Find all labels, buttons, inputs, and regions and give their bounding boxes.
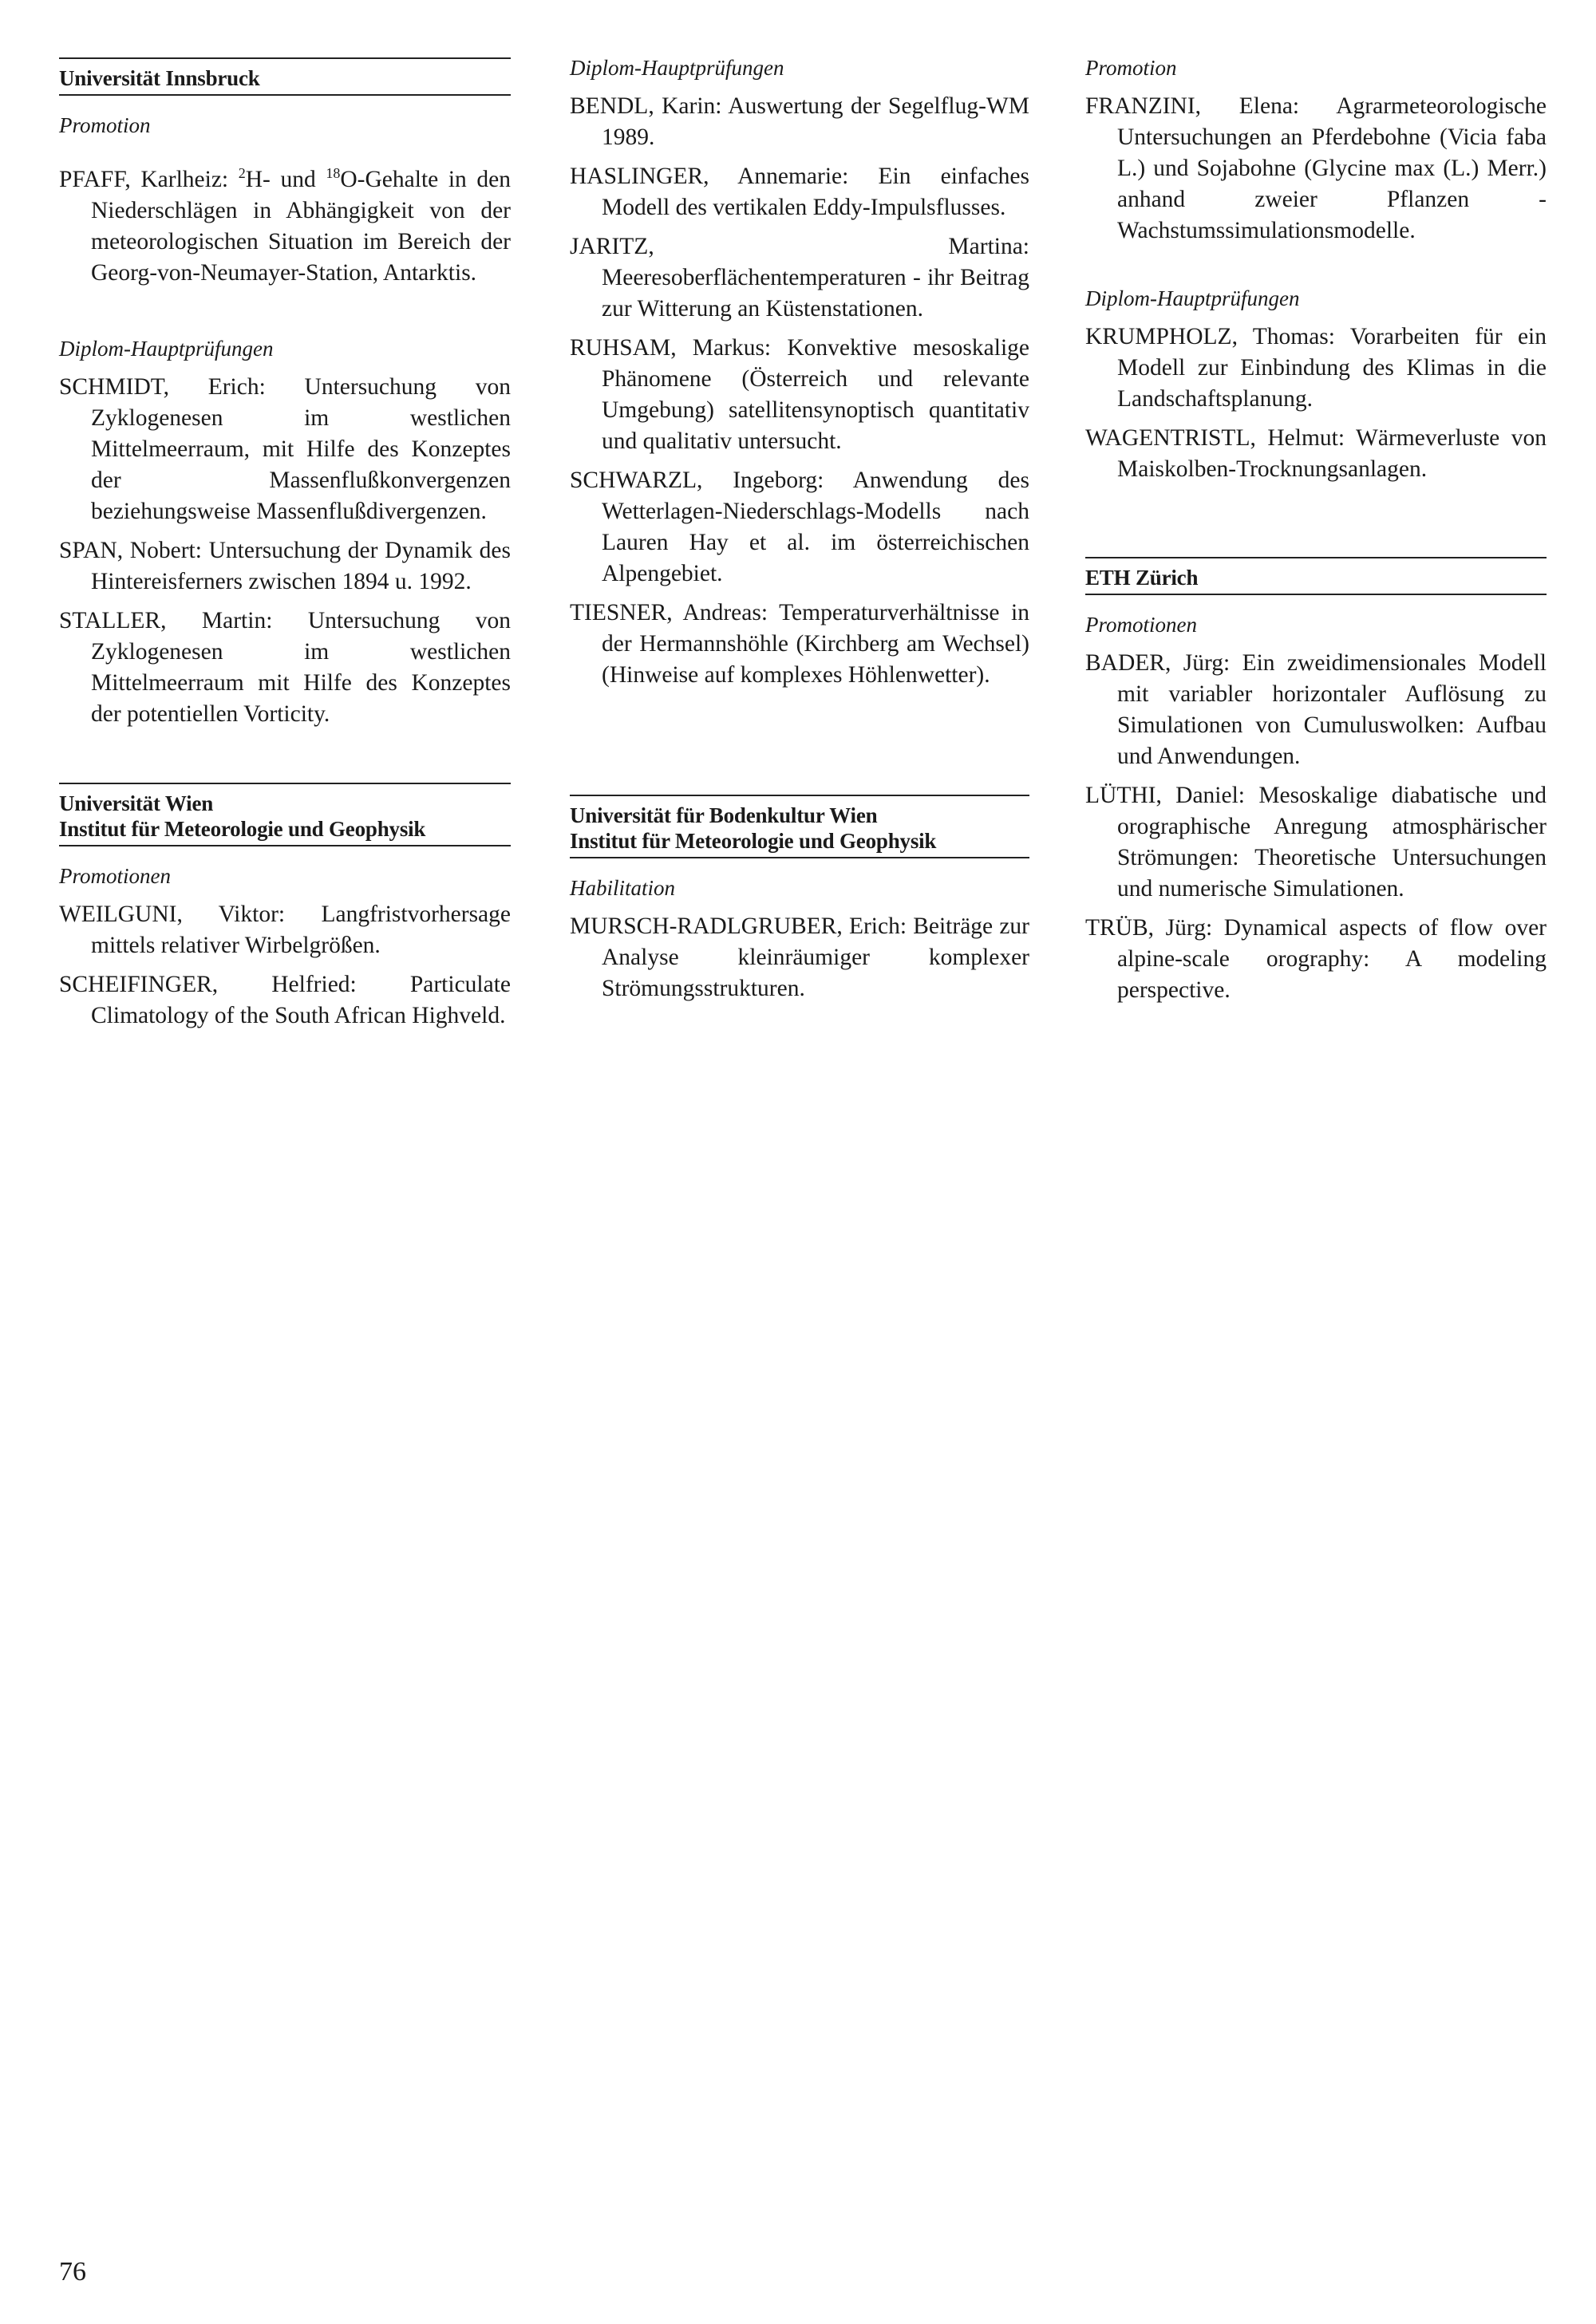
entry-author: TRÜB, Jürg:: [1085, 915, 1213, 941]
entry-author: WEILGUNI, Viktor:: [59, 901, 286, 927]
institution-name: Universität Wien: [59, 791, 214, 815]
entry-title: Temperaturverhältnisse in der Hermannshöhle (Kirchberg am Wechsel) (Hinweise auf komplexes Höhlenwetter).: [602, 600, 1029, 688]
entry-title: Mesoskalige diabatische und orographische Anregung atmosphärischer Strömungen: Theoretische Untersuchungen und numerische Simulationen.: [1117, 783, 1547, 902]
entry-author: SCHWARZL, Ingeborg:: [570, 468, 824, 493]
list-item: [570, 598, 1029, 691]
section-title-promotionen: Promotionen: [59, 863, 171, 888]
entry-title: Ein zweidimensionales Modell mit variabler horizontaler Auflösung zu Simulationen von Cumuluswolken: Aufbau und Anwendungen.: [1117, 650, 1547, 769]
entry-author: MURSCH-RADLGRUBER, Erich:: [570, 913, 907, 939]
entry-author: LÜTHI, Daniel:: [1085, 783, 1245, 808]
entry-author: TIESNER, Andreas:: [570, 600, 768, 625]
entry-author: FRANZINI, Elena:: [1085, 93, 1300, 119]
entry-title: O-Gehalte in den Niederschlägen in Abhängigkeit von der meteorologischen Situation im Bereich der Georg-von-Neumayer-Station, Antarktis.: [91, 166, 512, 286]
entry-author: WAGENTRISTL, Helmut:: [1085, 425, 1345, 451]
list-item: [570, 911, 1029, 1004]
entry-author: SPAN, Nobert:: [59, 537, 202, 563]
list-item: [59, 606, 511, 730]
list-item: [570, 231, 1029, 325]
entry-author: JARITZ, Martina:: [570, 234, 1029, 259]
entry-author: SCHEIFINGER, Helfried:: [59, 971, 357, 997]
entry-title: Untersuchung von Zyklogenesen im westlichen Mittelmeerraum mit Hilfe des Konzeptes der potentiellen Vorticity.: [91, 607, 512, 727]
section-title-promotion: Promotion: [1085, 56, 1177, 80]
section-title-diplom: Diplom-Hauptprüfungen: [570, 56, 784, 80]
list-item: [1085, 648, 1547, 772]
institute-name: Institut für Meteorologie und Geophysik: [59, 816, 426, 841]
entry-author: BADER, Jürg:: [1085, 650, 1231, 676]
section-title-habilitation: Habilitation: [570, 876, 676, 900]
institution-header-eth: [1085, 557, 1547, 595]
column-right: [1085, 0, 1547, 1014]
entry-author: PFAFF, Karlheiz:: [59, 166, 229, 192]
section-title-diplom: Diplom-Hauptprüfungen: [1085, 286, 1300, 310]
entry-title: Langfristvorhersage mittels relativer Wirbelgrößen.: [91, 901, 511, 958]
entry-title: Vorarbeiten für ein Modell zur Einbindung des Klimas in die Landschaftsplanung.: [1117, 324, 1547, 412]
institution-header-boku: [570, 795, 1029, 858]
list-item: [1085, 423, 1547, 485]
entry-title: Konvektive mesoskalige Phänomene (Österreich und relevante Umgebung) satellitensynoptisch quantitativ und qualitativ untersucht.: [602, 335, 1029, 454]
section-title-promotion: Promotion: [59, 113, 151, 137]
list-item: [570, 465, 1029, 590]
column-middle: [570, 0, 1029, 1012]
entry-author: BENDL, Karin:: [570, 93, 722, 119]
entry-title: Untersuchung von Zyklogenesen im westlichen Mittelmeerraum, mit Hilfe des Konzeptes der Massenflußkonvergenzen beziehungsweise Massenflußdivergenzen.: [91, 373, 512, 524]
list-item: [1085, 91, 1547, 247]
list-item: [570, 333, 1029, 457]
entry-title: Dynamical aspects of flow over alpine-scale orography: A modeling perspective.: [1117, 915, 1547, 1003]
page-number: 76: [59, 2257, 86, 2287]
column-left: [59, 0, 511, 1040]
entry-title: Ein einfaches Modell des vertikalen Eddy-Impulsflusses.: [602, 164, 1030, 220]
list-item: [570, 91, 1029, 153]
entry-title: Wärmeverluste von Maiskolben-Trocknungsanlagen.: [1117, 425, 1547, 482]
entry-author: STALLER, Martin:: [59, 607, 273, 633]
entry-author: SCHMIDT, Erich:: [59, 373, 266, 400]
list-item: [59, 372, 511, 527]
entry-title: Untersuchung der Dynamik des Hintereisferners zwischen 1894 u. 1992.: [91, 537, 511, 594]
entry-title: Auswertung der Segelflug-WM 1989.: [602, 93, 1029, 150]
superscript: 18: [326, 165, 341, 181]
list-item: [1085, 780, 1547, 905]
institution-name: Universität für Bodenkultur Wien: [570, 803, 878, 827]
entry-title: Particulate Climatology of the South African Highveld.: [91, 971, 511, 1028]
institution-name: Universität Innsbruck: [59, 66, 260, 90]
list-item: [59, 899, 511, 961]
section-title-diplom: Diplom-Hauptprüfungen: [59, 336, 274, 361]
entry-author: RUHSAM, Markus:: [570, 335, 772, 361]
section-title-promotionen: Promotionen: [1085, 613, 1197, 637]
list-item: [570, 161, 1029, 223]
institution-name: ETH Zürich: [1085, 566, 1199, 590]
institute-name: Institut für Meteorologie und Geophysik: [570, 829, 937, 853]
list-item: [59, 535, 511, 598]
entry-author: HASLINGER, Annemarie:: [570, 164, 849, 189]
list-item: PFAFF, Karlheiz: $^2$H- und $^{18}$O-Gehalte in den Niederschlägen in Abhängigkeit von der meteorologischen Situation im Bereich der Georg-von-Neumayer-Station, Antarktis.: [59, 165, 512, 286]
list-item: [59, 969, 511, 1032]
entry-title: Beiträge zur Analyse kleinräumiger komplexer Strömungsstrukturen.: [602, 913, 1029, 1001]
entry-title: Agrarmeteorologische Untersuchungen an Pferdebohne (Vicia faba L.) und Sojabohne (Glycine max (L.) Merr.) anhand zweier Pflanzen - Wachstumssimulationsmodelle.: [1117, 93, 1547, 243]
list-item: [1085, 913, 1547, 1006]
institution-header-innsbruck: [59, 57, 511, 96]
institution-header-wien: [59, 783, 511, 846]
entry-title: Anwendung des Wetterlagen-Niederschlags-Modells nach Lauren Hay et al. im österreichischen Alpengebiet.: [602, 468, 1029, 586]
list-item: [1085, 322, 1547, 415]
superscript: 2: [238, 165, 246, 181]
entry-author: KRUMPHOLZ, Thomas:: [1085, 324, 1335, 349]
entry-title: Meeresoberflächentemperaturen - ihr Beitrag zur Witterung an Küstenstationen.: [602, 265, 1029, 322]
